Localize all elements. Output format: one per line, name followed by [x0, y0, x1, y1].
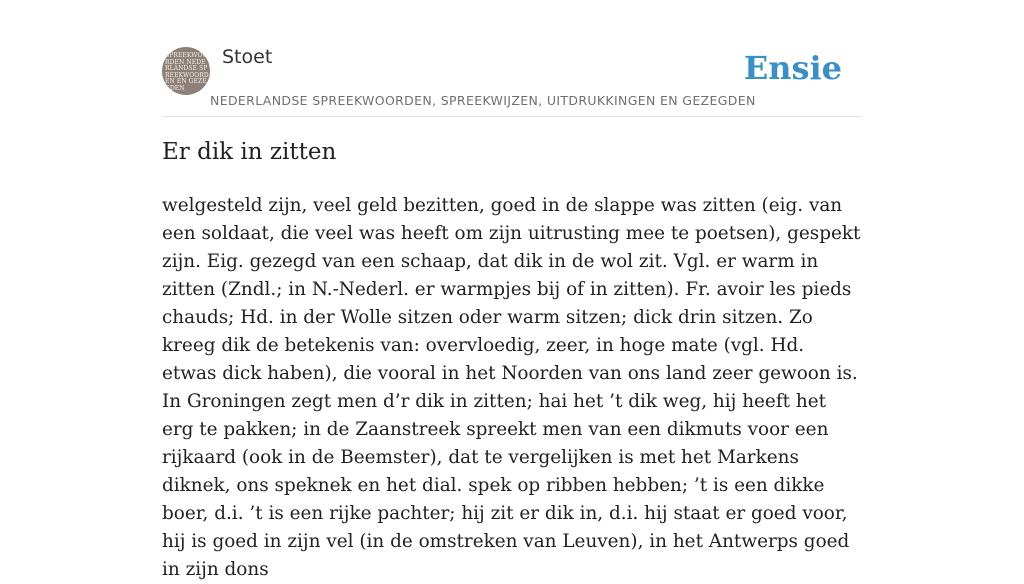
ensie-logo[interactable]: Ensie [743, 49, 842, 87]
entry-body: welgesteld zijn, veel geld bezitten, goed in de slappe was zitten (eig. van een soldaat, die veel was heeft om zijn uitrusting mee te poetsen), gespekt zijn. Eig. gezegd van een schaap, dat dik in de wol zit. Vgl. er warm in zitten (Zndl.; in N.-Nederl. er warmpjes bij of in zitten). Fr. avoir les pieds chauds; Hd. in der Wolle sitzen oder warm sitzen; dick drin sitzen. Zo kreeg dik de betekenis van: overvloedig, zeer, in hoge mate (vgl. Hd. etwas dick haben), die vooral in het Noorden van ons land zeer gewoon is. In Groningen zegt men d’r dik in zitten; hai het ’t dik weg, hij heeft het erg te pakken; in de Zaanstreek spreekt men van een dikmuts voor een rijkaard (ook in de Beemster), dat te vergelijken is met het Markens diknek, ons speknek en het dial. spek op ribben hebben; ’t is een dikke boer, d.i. ’t is een rijke pachter; hij zit er dik in, d.i. hij staat er goed voor, hij is goed in zijn vel (in de omstreken van Leuven), in het Antwerps goed in zijn dons [162, 195, 861, 580]
header [162, 46, 862, 117]
source-title[interactable]: NEDERLANDSE SPREEKWOORDEN, SPREEKWIJZEN, UITDRUKKINGEN EN GEZEGDEN [210, 93, 756, 108]
entry-title: Er dik in zitten [162, 139, 337, 165]
avatar-book-cover-text: SPREEKWOORDEN NEDERLANDSE SPREEKWOORDEN EN GEZEGDEN [165, 52, 209, 92]
avatar[interactable] [162, 47, 210, 95]
author-name[interactable]: Stoet [222, 46, 273, 68]
